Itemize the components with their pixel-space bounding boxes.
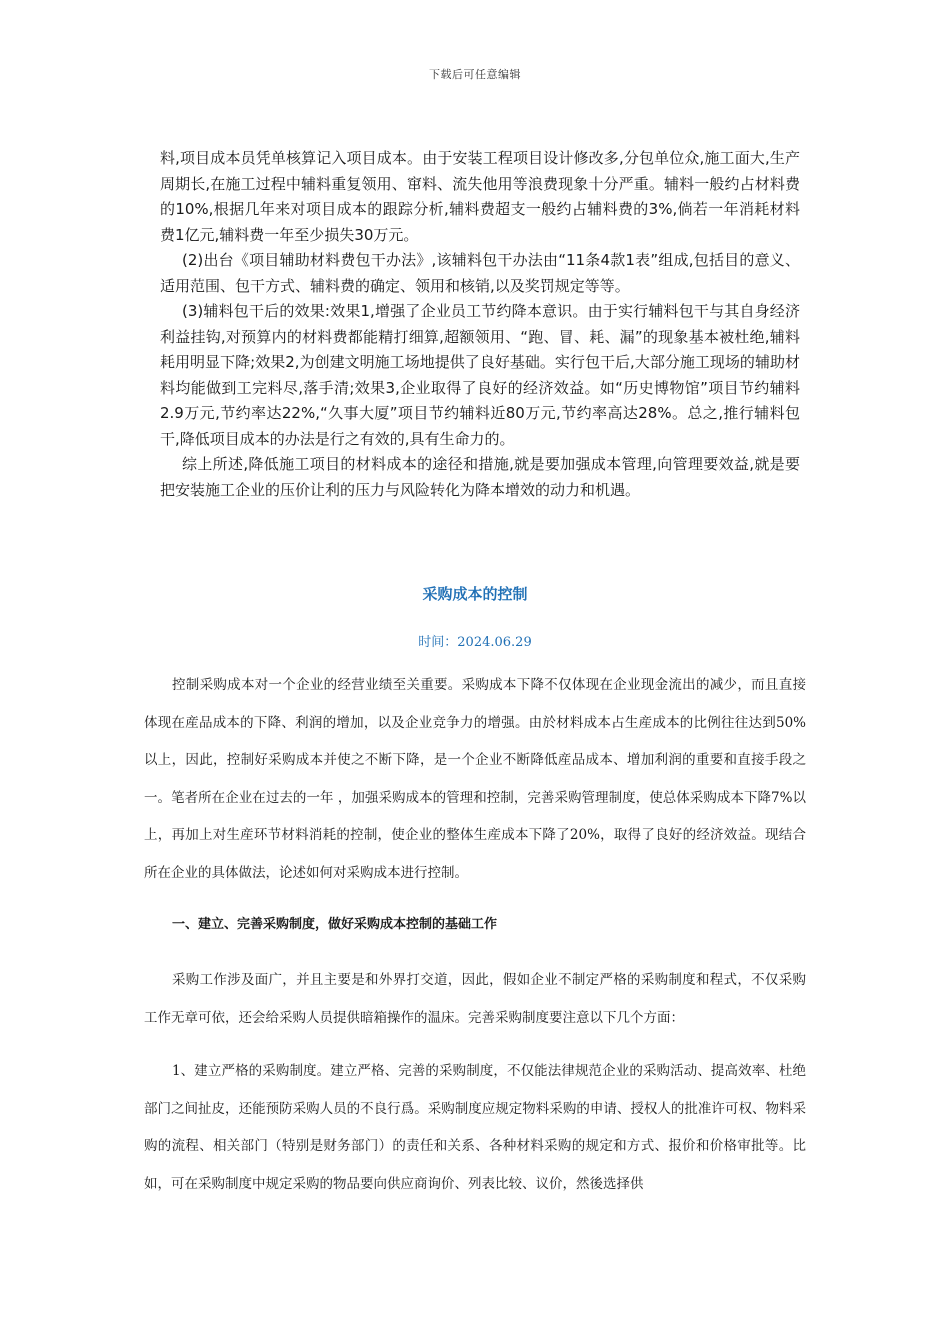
article-title: 采购成本的控制 bbox=[422, 585, 528, 603]
paragraph: 料,项目成本员凭单核算记入项目成本。由于安装工程项目设计修改多,分包单位众,施工面大,生产周期长,在施工过程中辅料重复领用、窜料、流失他用等浪费现象十分严重。辅料一般约占材料费的10%,根据几年来对项目成本的跟踪分析,辅料费超支一般约占辅料费的3%,倘若一年消耗材料费1亿元,辅料费一年至少损失30万元。 bbox=[160, 149, 800, 244]
paragraph: 控制采购成本对一个企业的经营业绩至关重要。采购成本下降不仅体现在企业现金流出的减少，而且直接体现在産品成本的下降、利润的增加，以及企业竞争力的增强。由於材料成本占生産成本的比例往往达到50%以上，因此，控制好采购成本并使之不断下降，是一个企业不断降低産品成本、增加利润的重要和直接手段之一。笔者所在企业在过去的一年 ，加强采购成本的管理和控制，完善采购管理制度，使总体采购成本下降7%以上，再加上对生産环节材料消耗的控制，使企业的整体生産成本下降了20%，取得了良好的经济效益。现结合所在企业的具体做法，论述如何对采购成本进行控制。 bbox=[144, 677, 806, 881]
cost-reduction-section bbox=[160, 146, 800, 503]
article-body-1 bbox=[144, 962, 806, 1037]
article-time: 时间：2024.06.29 bbox=[418, 635, 532, 650]
header-note: 下载后可任意编辑 bbox=[429, 68, 521, 81]
paragraph: 采购工作涉及面广，并且主要是和外界打交道，因此，假如企业不制定严格的采购制度和程式，不仅采购工作无章可依，还会给采购人员提供暗箱操作的温床。完善采购制度要注意以下几个方面： bbox=[144, 972, 806, 1026]
article-body-2 bbox=[144, 1053, 806, 1203]
section-heading: 一、建立、完善采购制度，做好采购成本控制的基础工作 bbox=[172, 917, 498, 932]
paragraph: (3)辅料包干后的效果:效果1,增强了企业员工节约降本意识。由于实行辅料包干与其自身经济利益挂钩,对预算内的材料费都能精打细算,超额领用、“跑、冒、耗、漏”的现象基本被杜绝,辅料耗用明显下降;效果2,为创建文明施工场地提供了良好基础。实行包干后,大部分施工现场的辅助材料均能做到工完料尽,落手清;效果3,企业取得了良好的经济效益。如“历史博物馆”项目节约辅料2.9万元,节约率达22%,“久事大厦”项目节约辅料近80万元,节约率高达28%。总之,推行辅料包干,降低项目成本的办法是行之有效的,具有生命力的。 bbox=[160, 302, 800, 448]
paragraph: (2)出台《项目辅助材料费包干办法》,该辅料包干办法由“11条4款1表”组成,包括目的意义、适用范围、包干方式、辅料费的确定、领用和核销,以及奖罚规定等等。 bbox=[160, 251, 800, 295]
paragraph: 综上所述,降低施工项目的材料成本的途径和措施,就是要加强成本管理,向管理要效益,就是要把安装施工企业的压价让利的压力与风险转化为降本增效的动力和机遇。 bbox=[160, 455, 800, 499]
article-intro bbox=[144, 667, 806, 892]
paragraph: 1、建立严格的采购制度。建立严格、完善的采购制度，不仅能法律规范企业的采购活动、提高效率、杜绝部门之间扯皮，还能预防采购人员的不良行爲。采购制度应规定物料采购的申请、授权人的批准许可权、物料采购的流程、相关部门（特别是财务部门）的责任和关系、各种材料采购的规定和方式、报价和价格审批等。比如，可在采购制度中规定采购的物品要向供应商询价、列表比较、议价，然後选择供 bbox=[144, 1063, 806, 1192]
